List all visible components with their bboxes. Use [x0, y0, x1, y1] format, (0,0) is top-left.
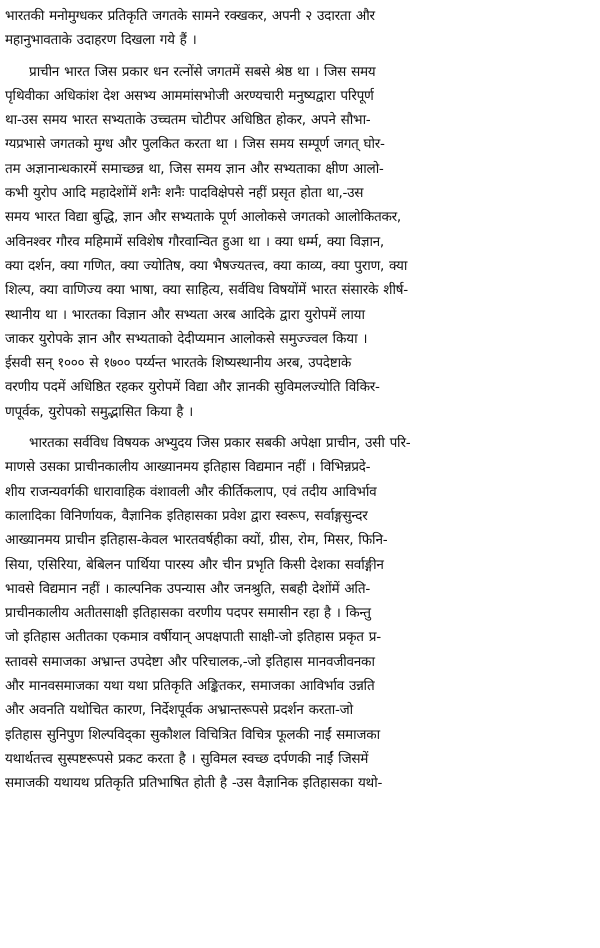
- text-line: ग्यप्रभासे जगतको मुग्ध और पुलकित करता था । जिस समय सम्पूर्ण जगत् घोर-: [5, 136, 385, 153]
- text-line: शीय राजन्यवर्गकी धारावाहिक वंशावली और कीर्तिकलाप, एवं तदीय आविर्भाव: [5, 483, 377, 500]
- text-line: और मानवसमाजका यथा यथा प्रतिकृति अङ्कितकर, समाजका आविर्भाव उन्नति: [5, 678, 375, 695]
- text-line: भावसे विद्यमान नहीं । काल्पनिक उपन्यास और जनश्रुति, सबही देशोंमें अति-: [5, 580, 370, 597]
- text-line: यथार्थतत्त्व सुस्पष्टरूपसे प्रकट करता है । सुविमल स्वच्छ दर्पणकी नाईं जिसमें: [5, 750, 369, 767]
- text-line: शिल्प, क्या वाणिज्य क्या भाषा, क्या साहित्य, सर्वविध विषयोंमें भारत संसारके शीर्ष-: [5, 282, 408, 299]
- text-line: समाजकी यथायथ प्रतिकृति प्रतिभाषित होती है -उस वैज्ञानिक इतिहासका यथो-: [5, 775, 383, 792]
- text-line: भारतकी मनोमुग्धकर प्रतिकृति जगतके सामने रक्खकर, अपनी २ उदारता और: [5, 8, 375, 24]
- text-line: पृथिवीका अधिकांश देश असभ्य आममांसभोजी अरण्यचारी मनुष्यद्वारा परिपूर्ण: [5, 87, 374, 104]
- text-line: स्थानीय था । भारतका विज्ञान और सभ्यता अरब आदिके द्वारा युरोपमें लाया: [5, 306, 365, 323]
- text-line: इतिहास सुनिपुण शिल्पविद्का सुकौशल विचित्रित विचित्र फूलकी नाईं समाजका: [5, 726, 380, 743]
- text-line: प्राचीन भारत जिस प्रकार धन रत्नोंसे जगतमें सबसे श्रेष्ठ था । जिस समय: [29, 63, 376, 80]
- text-line: णपूर्वक, युरोपको समुद्भासित किया है ।: [5, 403, 193, 420]
- text-line: जो इतिहास अतीतका एकमात्र वर्षीयान् अपक्षपाती साक्षी-जो इतिहास प्रकृत प्र-: [5, 629, 381, 646]
- text-line: और अवनति यथोचित कारण, निर्देशपूर्वक अभ्रान्तरूपसे प्रदर्शन करता-जो: [5, 702, 353, 719]
- text-line: जाकर युरोपके ज्ञान और सभ्यताको देदीप्यमान आलोकसे समुज्ज्वल किया ।: [5, 330, 368, 347]
- paragraph-3: [5, 431, 592, 795]
- text-line: महानुभावताके उदाहरण दिखला गये हैं ।: [5, 32, 197, 49]
- text-line: था-उस समय भारत सभ्यताके उच्चतम चोटीपर अधिष्ठित होकर, अपने सौभा-: [5, 112, 371, 129]
- text-line: कालादिका विनिर्णायक, वैज्ञानिक इतिहासका प्रवेश द्वारा स्वरूप, सर्वाङ्गसुन्दर: [5, 507, 368, 524]
- text-line: वरणीय पदमें अधिष्ठित रहकर युरोपमें विद्या और ज्ञानकी सुविमलज्योति विकिर-: [5, 379, 380, 396]
- text-line: क्या दर्शन, क्या गणित, क्या ज्योतिष, क्या भैषज्यतत्त्व, क्या काव्य, क्या पुराण, क्या: [5, 257, 408, 274]
- text-line: समय भारत विद्या बुद्धि, ज्ञान और सभ्यताके पूर्ण आलोकसे जगतको आलोकितकर,: [5, 209, 401, 226]
- text-line: प्राचीनकालीय अतीतसाक्षी इतिहासका वरणीय पदपर समासीन रहा है । किन्तु: [5, 605, 371, 622]
- text-line: आख्यानमय प्राचीन इतिहास-केवल भारतवर्षहीका क्यों, ग्रीस, रोम, मिसर, फिनि-: [5, 532, 388, 549]
- text-line: अविनश्वर गौरव महिमामें सविशेष गौरवान्वित हुआ था । क्या धर्म्म, क्या विज्ञान,: [5, 233, 384, 250]
- text-line: तम अज्ञानान्धकारमें समाच्छन्न था, जिस समय ज्ञान और सभ्यताका क्षीण आलो-: [5, 160, 384, 177]
- paragraph-2: [5, 60, 592, 424]
- text-line: स्तावसे समाजका अभ्रान्त उपदेष्टा और परिचालक,-जो इतिहास मानवजीवनका: [5, 653, 375, 670]
- text-line: ईसवी सन् १००० से १७०० पर्य्यन्त भारतके शिष्यस्थानीय अरब, उपदेष्टाके: [5, 355, 351, 372]
- text-line: माणसे उसका प्राचीनकालीय आख्यानमय इतिहास विद्यमान नहीं । विभिन्नप्रदे-: [5, 459, 371, 476]
- paragraph-1: [5, 4, 592, 53]
- text-line: सिया, एसिरिया, बेबिलन पार्थिया पारस्य और चीन प्रभृति किसी देशका सर्वाङ्गीन: [5, 556, 384, 573]
- text-line: भारतका सर्वविध विषयक अभ्युदय जिस प्रकार सबकी अपेक्षा प्राचीन, उसी परि-: [29, 435, 411, 452]
- text-line: कभी युरोप आदि महादेशोंमें शनैः शनैः पादविक्षेपसे नहीं प्रसृत होता था,-उस: [5, 185, 364, 202]
